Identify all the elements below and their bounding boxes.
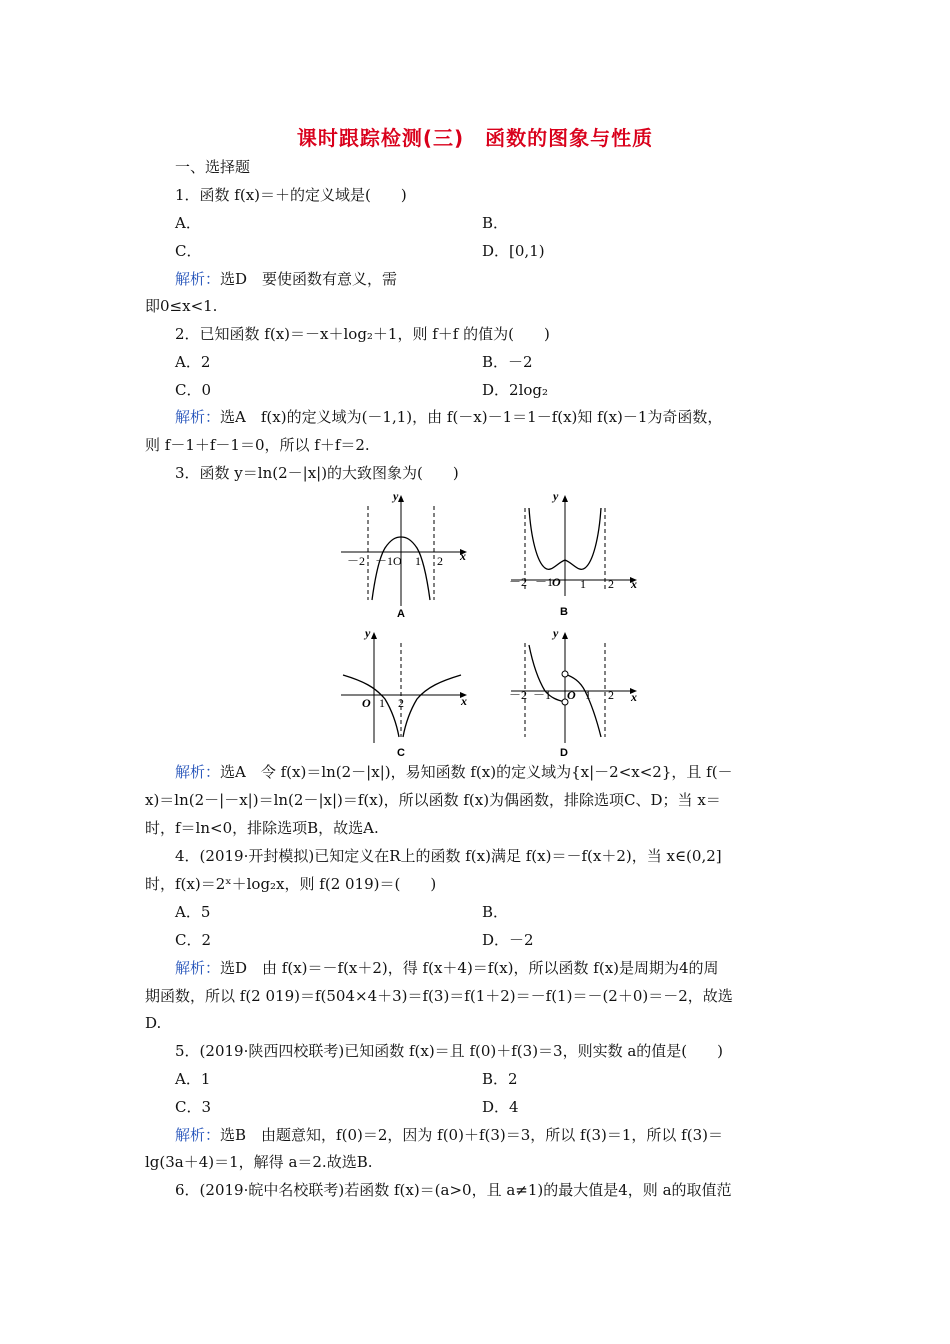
q1-option-a: A． <box>175 214 201 232</box>
graph-d-tick: －1 <box>533 688 552 702</box>
graph-d-y-label: y <box>553 626 559 640</box>
q3-stem: 3．函数 y＝ln(2－|x|)的大致图象为( ) <box>175 464 459 482</box>
q4-stem: 4．(2019·开封模拟)已知定义在R上的函数 f(x)满足 f(x)＝－f(x＋2)，当 x∈(0,2] <box>175 847 722 865</box>
q2-stem: 2．已知函数 f(x)＝－x＋log₂＋1，则 f＋f 的值为( ) <box>175 325 550 343</box>
q2-option-a: A．2 <box>175 353 211 371</box>
q5-option-c: C．3 <box>175 1098 212 1116</box>
q3-answer <box>175 762 733 782</box>
page-title: 课时跟踪检测(三) 函数的图象与性质 <box>296 126 654 150</box>
answer-text: 选D 由 f(x)＝－f(x＋2)，得 f(x＋4)＝f(x)，所以函数 f(x)是周期为4的周 <box>220 959 719 977</box>
q2-option-c: C．0 <box>175 381 212 399</box>
answer-label: 解析： <box>175 1126 221 1144</box>
answer-label: 解析： <box>175 763 221 781</box>
graph-b-tick: －2 <box>509 575 528 589</box>
q2-answer-cont: 则 f－1＋f－1＝0，所以 f＋f＝2. <box>145 436 370 454</box>
graph-b-tick: 1 <box>580 577 586 591</box>
graph-c-caption: C <box>397 747 405 759</box>
q1-option-b: B． <box>482 214 509 232</box>
q4-option-d: D．－2 <box>482 931 534 949</box>
q5-answer <box>175 1125 723 1145</box>
graph-d-tick: 2 <box>608 688 614 702</box>
q4-stem-cont: 时，f(x)＝2ˣ＋log₂x，则 f(2 019)＝( ) <box>145 875 437 893</box>
graph-a <box>335 488 475 618</box>
graph-a-tick: 2 <box>437 554 443 568</box>
graph-d-x-label: x <box>631 690 637 704</box>
q5-option-d: D．4 <box>482 1098 519 1116</box>
q4-answer-cont: D. <box>145 1014 162 1032</box>
graph-b-x-label: x <box>631 577 637 591</box>
q1-option-d: D．[0,1) <box>482 242 545 260</box>
q2-option-d: D．2log₂ <box>482 381 549 399</box>
q3-answer-cont: 时，f＝ln<0，排除选项B，故选A. <box>145 819 379 837</box>
q5-option-b: B．2 <box>482 1070 518 1088</box>
graph-c-origin: O <box>362 696 371 710</box>
answer-label: 解析： <box>175 270 221 288</box>
graph-b-tick: －1 <box>535 575 554 589</box>
answer-label: 解析： <box>175 959 221 977</box>
graph-a-caption: A <box>397 608 405 620</box>
q4-option-b: B． <box>482 903 509 921</box>
graph-a-y-label: y <box>393 489 399 503</box>
graph-c-tick: 2 <box>398 696 404 710</box>
q4-option-c: C．2 <box>175 931 212 949</box>
q5-stem: 5．(2019·陕西四校联考)已知函数 f(x)＝且 f(0)＋f(3)＝3，则实数 a的值是( ) <box>175 1042 724 1060</box>
graph-c-y-label: y <box>365 626 371 640</box>
answer-text: 选B 由题意知，f(0)＝2，因为 f(0)＋f(3)＝3，所以 f(3)＝1，所以 f(3)＝ <box>220 1126 723 1144</box>
graph-a-tick: －2 <box>347 554 366 568</box>
q1-stem: 1．函数 f(x)＝＋的定义域是( ) <box>175 186 407 204</box>
graph-a-tick: －1O <box>375 554 402 568</box>
graph-d-tick: －2 <box>509 688 528 702</box>
answer-label: 解析： <box>175 408 221 426</box>
graph-c <box>335 625 475 760</box>
graph-d-origin: O <box>567 688 576 702</box>
q1-option-c: C． <box>175 242 202 260</box>
q1-answer <box>175 269 397 289</box>
q4-answer-cont: 期函数，所以 f(2 019)＝f(504×4＋3)＝f(3)＝f(1＋2)＝－f(1)＝－(2＋0)＝－2，故选 <box>145 987 733 1005</box>
graph-a-x-label: x <box>460 549 466 563</box>
graph-b-y-label: y <box>553 489 559 503</box>
q6-stem: 6．(2019·皖中名校联考)若函数 f(x)＝(a>0，且 a≠1)的最大值是4，则 a的取值范 <box>175 1181 732 1199</box>
graph-d <box>505 625 645 760</box>
q4-option-a: A．5 <box>175 903 211 921</box>
graph-d-tick: 1 <box>585 688 591 702</box>
q1-answer-cont: 即0≤x<1. <box>145 297 218 315</box>
graph-a-tick: 1 <box>415 554 421 568</box>
graph-c-tick: 1 <box>379 696 385 710</box>
q5-option-a: A．1 <box>175 1070 211 1088</box>
graph-c-x-label: x <box>461 694 467 708</box>
section-heading: 一、选择题 <box>175 158 251 176</box>
graph-b-origin: O <box>552 575 561 589</box>
graph-b-tick: 2 <box>608 577 614 591</box>
answer-text: 选A f(x)的定义域为(－1,1)，由 f(－x)－1＝1－f(x)知 f(x)－1为奇函数， <box>220 408 723 426</box>
q4-answer <box>175 958 719 978</box>
answer-text: 选D 要使函数有意义，需 <box>220 270 398 288</box>
q2-answer <box>175 407 722 427</box>
graph-d-caption: D <box>560 747 568 759</box>
answer-text: 选A 令 f(x)＝ln(2－|x|)，易知函数 f(x)的定义域为{x|－2<x<2}，且 f(－ <box>220 763 733 781</box>
q3-answer-cont: x)＝ln(2－|－x|)＝ln(2－|x|)＝f(x)，所以函数 f(x)为偶函数，排除选项C、D；当 x＝ <box>145 791 721 809</box>
q5-answer-cont: lg(3a＋4)＝1，解得 a＝2.故选B. <box>145 1153 373 1171</box>
graph-b <box>505 488 645 618</box>
graph-b-caption: B <box>560 606 568 618</box>
q2-option-b: B．－2 <box>482 353 533 371</box>
